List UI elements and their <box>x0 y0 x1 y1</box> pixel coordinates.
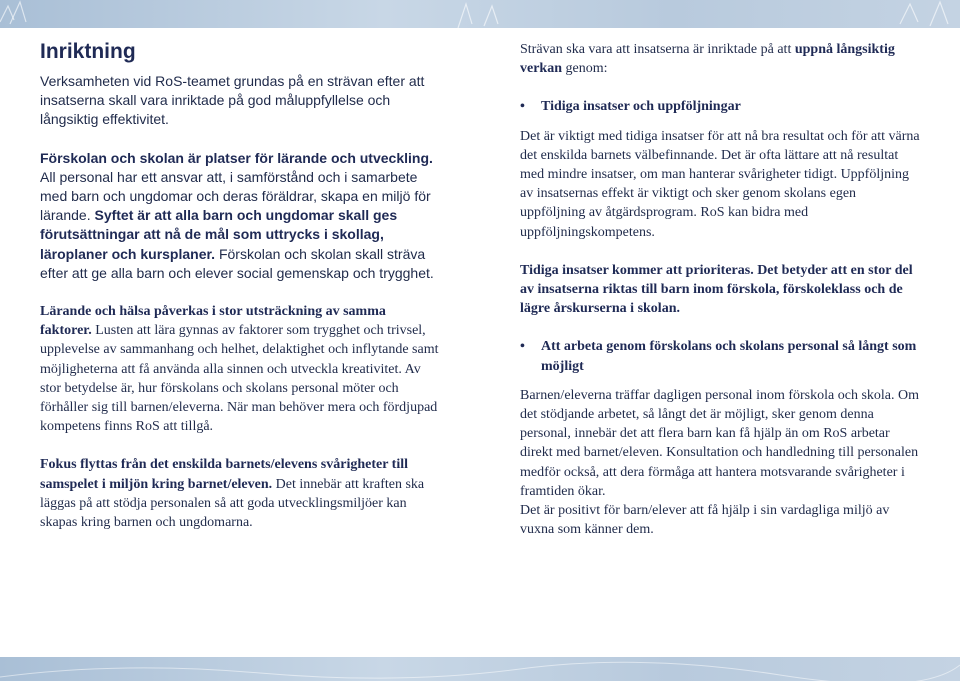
health-text: Lusten att lära gynnas av faktorer som trygghet och trivsel, upplevelse av sammanhang och helhet, delaktighet och inflytande samt möjligheterna att få använda alla sinnen och utveckla kreativitet. Av stor betydelse är, hur förskolans och skolans personal möter och förhåller sig till barnen/eleverna. När man behöver mera och fördjupad kompetens finns RoS att tillgå. <box>40 323 439 435</box>
intro-paragraph: Verksamheten vid RoS-teamet grundas på en strävan efter att insatserna skall vara inriktade på god måluppfyllelse och långsiktig effektivitet. <box>40 73 425 128</box>
top-decorative-band <box>0 0 960 28</box>
bullet-list-1 <box>520 97 920 116</box>
focus-text: Det innebär att kraften ska läggas på att stödja personalen så att goda utvecklingsmiljöer kan skapas kring barnen och ungdomarna. <box>40 476 425 531</box>
bullet-icon: • <box>520 99 525 115</box>
strategy-intro-end: genom: <box>565 61 608 77</box>
bullet-item-early-efforts <box>520 97 920 116</box>
bullet-item-through-staff <box>520 337 920 375</box>
positive-statement: Det är positivt för barn/elever att få hjälp i sin vardagliga miljö av vuxna som känner dem. <box>520 503 890 538</box>
priority-statement <box>520 261 920 319</box>
strategy-intro-bold: uppnå långsiktig verkan <box>520 42 895 77</box>
bullet-label: Att arbeta genom förskolans och skolans personal så långt som möjligt <box>541 339 917 374</box>
focus-paragraph <box>40 455 440 532</box>
health-paragraph <box>40 302 440 436</box>
through-staff-text: Barnen/eleverna träffar dagligen personal inom förskola och skola. Om det stödjande arbetet, så långt det är möjligt, sker genom denna personal, innebär det att flera barn kan få hjälp än om RoS arbetar direkt med barnet/eleven. Konsultation och handledning till personalen medför också, att dera förmåga att hantera motsvarande svårigheter i framtiden ökar. <box>520 387 919 499</box>
focus-heading: Fokus flyttas från det enskilda barnets/elevens svårigheter till samspelet i miljön kring barnet/eleven. <box>40 457 409 492</box>
right-column <box>520 40 920 539</box>
bottom-decorative-band <box>0 657 960 681</box>
page-title: Inriktning <box>40 40 136 63</box>
top-band-pattern <box>0 0 960 28</box>
learning-heading: Förskolan och skolan är platser för lärande och utveckling. <box>40 149 433 166</box>
community-text: Förskolan och skolan skall sträva efter att ge alla barn och elever social gemenskap och trygghet. <box>40 245 434 281</box>
bullet-icon: • <box>520 339 525 355</box>
early-efforts-text: Det är viktigt med tidiga insatser för att nå bra resultat och för att värna det enskilda barnets välbefinnande. Det är ofta lättare att nå resultat med mindre insatser, om man hanterar svårigheter tidigt. Uppföljning av insatsernas effekt är viktigt och sker genom skolans egen uppföljning av åtgärdsprogram. RoS kan bidra med uppföljningskompetens. <box>520 128 920 240</box>
health-heading: Lärande och hälsa påverkas i stor utsträckning av samma faktorer. <box>40 304 386 339</box>
learning-text: All personal har ett ansvar att, i samförstånd och i samarbete med barn och ungdomar och deras föräldrar, skapa en miljö för lärande. <box>40 168 431 224</box>
learning-paragraph <box>40 149 440 283</box>
bullet-list-2 <box>520 337 920 375</box>
priority-statement-bold: Tidiga insatser kommer att prioriteras. Det betyder att en stor del av insatserna riktas till barn inom förskola, förskoleklass och de lägre årskurserna i skolan. <box>520 262 913 317</box>
strategy-intro <box>520 40 920 78</box>
bullet-label: Tidiga insatser och uppföljningar <box>541 99 741 115</box>
goal-statement: Syftet är att alla barn och ungdomar skall ges förutsättningar att nå de mål som uttrycks i skollag, läroplaner och kursplaner. <box>40 207 398 262</box>
left-column <box>40 40 440 532</box>
bottom-band-pattern <box>0 657 960 681</box>
strategy-intro-text: Strävan ska vara att insatserna är inriktade på att <box>520 42 792 57</box>
